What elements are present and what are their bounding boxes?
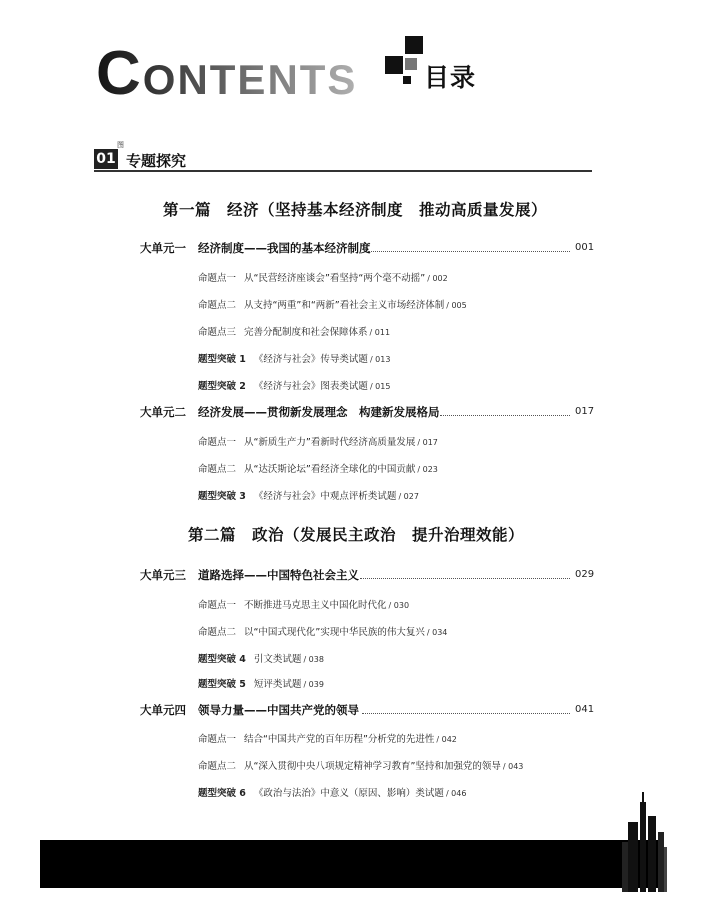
item-label: 命题点二 bbox=[198, 761, 237, 772]
item-label: 题型突破 6 bbox=[198, 788, 246, 799]
footer-bar bbox=[40, 840, 658, 888]
item-label: 题型突破 1 bbox=[198, 354, 246, 365]
toc-item[interactable] bbox=[198, 324, 390, 338]
unit-label: 大单元一 bbox=[140, 241, 186, 255]
contents-title bbox=[96, 34, 396, 98]
unit-title[interactable]: 道路选择——中国特色社会主义 bbox=[198, 568, 359, 582]
unit-title[interactable]: 领导力量——中国共产党的领导 bbox=[198, 703, 359, 717]
item-page: / 017 bbox=[417, 438, 438, 447]
item-label: 命题点二 bbox=[198, 464, 237, 475]
item-label: 命题点二 bbox=[198, 627, 237, 638]
section-rule bbox=[94, 170, 592, 172]
part-title: 第一篇 经济（坚持基本经济制度 推动高质量发展） bbox=[163, 201, 548, 219]
item-label: 题型突破 2 bbox=[198, 381, 246, 392]
leader-dots bbox=[440, 415, 570, 416]
item-text: 完善分配制度和社会保障体系 bbox=[244, 327, 368, 338]
section-badge-sup: 图 bbox=[117, 141, 124, 149]
item-text: 《经济与社会》传导类试题 bbox=[253, 354, 368, 365]
section-title: 专题探究 bbox=[126, 152, 187, 170]
unit-title[interactable]: 经济制度——我国的基本经济制度 bbox=[198, 241, 371, 255]
toc-item[interactable] bbox=[198, 624, 447, 638]
item-label: 题型突破 3 bbox=[198, 491, 246, 502]
toc-item[interactable] bbox=[198, 676, 324, 690]
item-text: 以“中国式现代化”实现中华民族的伟大复兴 bbox=[244, 627, 425, 638]
item-label: 命题点一 bbox=[198, 600, 237, 611]
item-label: 命题点二 bbox=[198, 300, 237, 311]
section-badge: 01 bbox=[94, 149, 118, 169]
item-text: 引文类试题 bbox=[253, 654, 302, 665]
skyline-decoration bbox=[618, 792, 670, 892]
unit-label: 大单元二 bbox=[140, 405, 186, 419]
toc-item[interactable] bbox=[198, 651, 324, 665]
item-page: / 034 bbox=[426, 628, 448, 637]
unit-label: 大单元四 bbox=[140, 703, 186, 717]
part-title: 第二篇 政治（发展民主政治 提升治理效能） bbox=[188, 526, 525, 544]
unit-page: 017 bbox=[575, 406, 595, 417]
item-page: / 023 bbox=[417, 465, 438, 474]
item-page: / 046 bbox=[445, 789, 467, 798]
toc-item[interactable] bbox=[198, 758, 523, 772]
item-page: / 005 bbox=[446, 301, 467, 310]
unit-label: 大单元三 bbox=[140, 568, 186, 582]
item-page: / 038 bbox=[303, 655, 324, 664]
item-text: 《经济与社会》中观点评析类试题 bbox=[253, 491, 397, 502]
toc-item[interactable] bbox=[198, 378, 390, 392]
leader-dots bbox=[360, 578, 570, 579]
mulu-title: 目录 bbox=[424, 63, 477, 92]
item-page: / 013 bbox=[369, 355, 391, 364]
contents-wordmark bbox=[96, 34, 396, 98]
item-label: 命题点一 bbox=[198, 273, 237, 284]
item-text: 结合“中国共产党的百年历程”分析党的先进性 bbox=[244, 734, 435, 745]
leader-dots bbox=[362, 713, 570, 714]
item-page: / 042 bbox=[436, 735, 457, 744]
toc-item[interactable] bbox=[198, 488, 419, 502]
unit-page: 029 bbox=[575, 569, 595, 580]
leader-dots bbox=[368, 251, 570, 252]
toc-item[interactable] bbox=[198, 597, 409, 611]
toc-item[interactable] bbox=[198, 434, 438, 448]
item-text: 短评类试题 bbox=[253, 679, 302, 690]
item-page: / 030 bbox=[388, 601, 410, 610]
toc-item[interactable] bbox=[198, 270, 448, 284]
item-label: 命题点一 bbox=[198, 734, 237, 745]
item-label: 题型突破 4 bbox=[198, 654, 246, 665]
item-label: 题型突破 5 bbox=[198, 679, 246, 690]
item-label: 命题点三 bbox=[198, 327, 237, 338]
item-page: / 011 bbox=[369, 328, 391, 337]
item-text: 《经济与社会》图表类试题 bbox=[253, 381, 368, 392]
item-page: / 043 bbox=[502, 762, 524, 771]
contents-word: CONTENTS bbox=[96, 39, 358, 98]
item-text: 从“深入贯彻中央八项规定精神学习教育”坚持和加强党的领导 bbox=[244, 761, 501, 772]
unit-title[interactable]: 经济发展——贯彻新发展理念 构建新发展格局 bbox=[198, 405, 440, 419]
item-text: 从“新质生产力”看新时代经济高质量发展 bbox=[244, 437, 416, 448]
unit-page: 041 bbox=[575, 704, 595, 715]
toc-item[interactable] bbox=[198, 351, 390, 365]
item-label: 命题点一 bbox=[198, 437, 237, 448]
toc-item[interactable] bbox=[198, 297, 467, 311]
item-text: 从“民营经济座谈会”看坚持“两个毫不动摇” bbox=[244, 273, 426, 284]
item-text: 从支持“两重”和“两新”看社会主义市场经济体制 bbox=[244, 300, 445, 311]
toc-item[interactable] bbox=[198, 785, 466, 799]
item-page: / 039 bbox=[303, 680, 324, 689]
item-text: 不断推进马克思主义中国化时代化 bbox=[244, 600, 387, 611]
unit-page: 001 bbox=[575, 242, 595, 253]
decorative-squares bbox=[383, 36, 425, 88]
item-page: / 002 bbox=[427, 274, 448, 283]
toc-item[interactable] bbox=[198, 461, 438, 475]
item-text: 从“达沃斯论坛”看经济全球化的中国贡献 bbox=[244, 464, 416, 475]
toc-item[interactable] bbox=[198, 731, 457, 745]
item-text: 《政治与法治》中意义（原因、影响）类试题 bbox=[253, 788, 444, 799]
item-page: / 015 bbox=[369, 382, 391, 391]
item-page: / 027 bbox=[398, 492, 419, 501]
